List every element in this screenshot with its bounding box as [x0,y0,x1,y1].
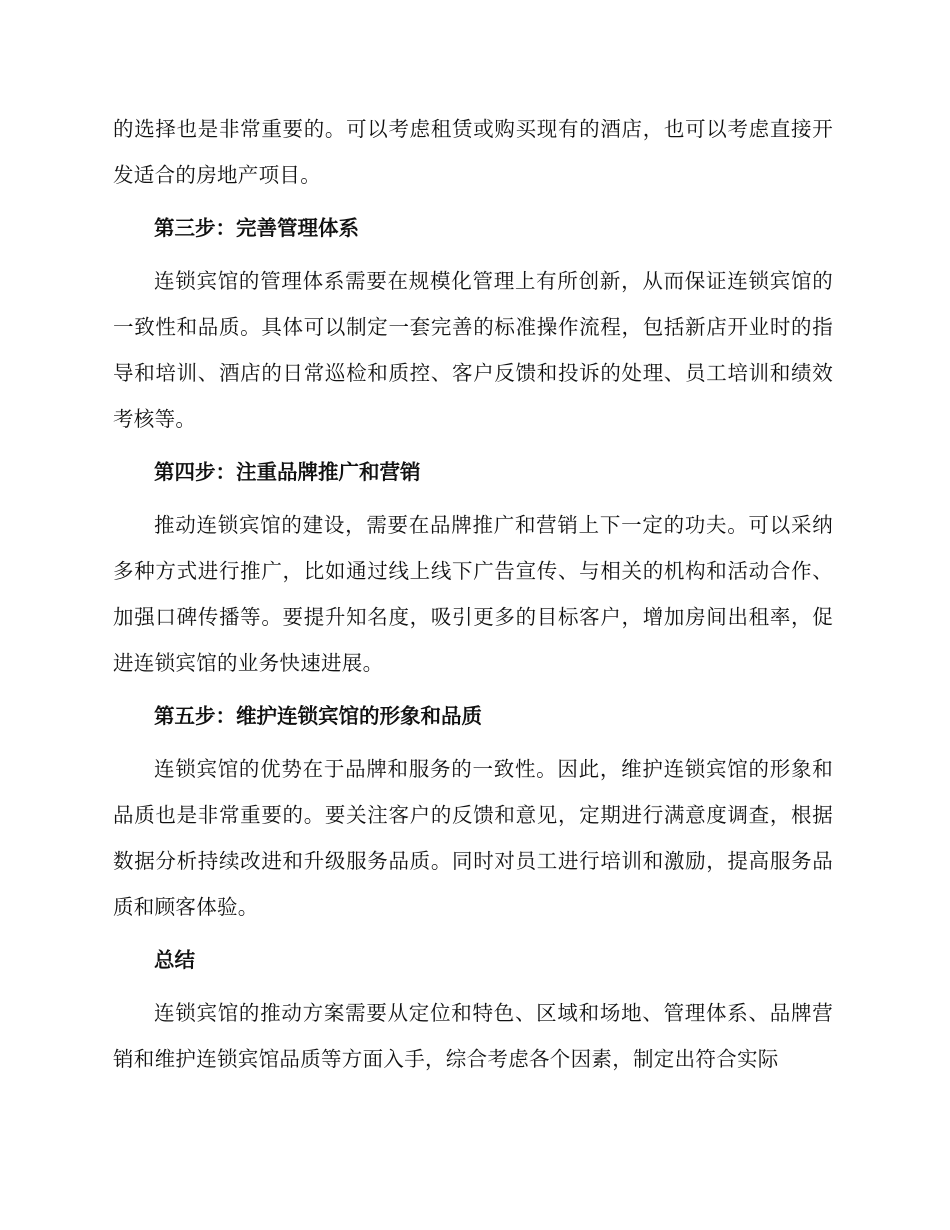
paragraph-summary: 连锁宾馆的推动方案需要从定位和特色、区域和场地、管理体系、品牌营销和维护连锁宾馆品质等方面入手，综合考虑各个因素，制定出符合实际 [113,1001,833,1071]
heading-step-three: 第三步：完善管理体系 [154,216,359,240]
paragraph-management-system: 连锁宾馆的管理体系需要在规模化管理上有所创新，从而保证连锁宾馆的一致性和品质。具体可以制定一套完善的标准操作流程，包括新店开业时的指导和培训、酒店的日常巡检和质控、客户反馈和投诉的处理、员工培训和绩效考核等。 [113,269,833,431]
heading-step-four: 第四步：注重品牌推广和营销 [154,460,421,484]
heading-step-five: 第五步：维护连锁宾馆的形象和品质 [154,704,482,728]
paragraph-site-selection: 的选择也是非常重要的。可以考虑租赁或购买现有的酒店，也可以考虑直接开发适合的房地产项目。 [113,117,833,187]
document-page [113,106,833,1082]
paragraph-image-quality: 连锁宾馆的优势在于品牌和服务的一致性。因此，维护连锁宾馆的形象和品质也是非常重要的。要关注客户的反馈和意见，定期进行满意度调查，根据数据分析持续改进和升级服务品质。同时对员工进行培训和激励，提高服务品质和顾客体验。 [113,757,833,919]
heading-summary: 总结 [154,948,195,972]
paragraph-brand-marketing: 推动连锁宾馆的建设，需要在品牌推广和营销上下一定的功夫。可以采纳多种方式进行推广，比如通过线上线下广告宣传、与相关的机构和活动合作、加强口碑传播等。要提升知名度，吸引更多的目标客户，增加房间出租率，促进连锁宾馆的业务快速进展。 [113,513,833,675]
